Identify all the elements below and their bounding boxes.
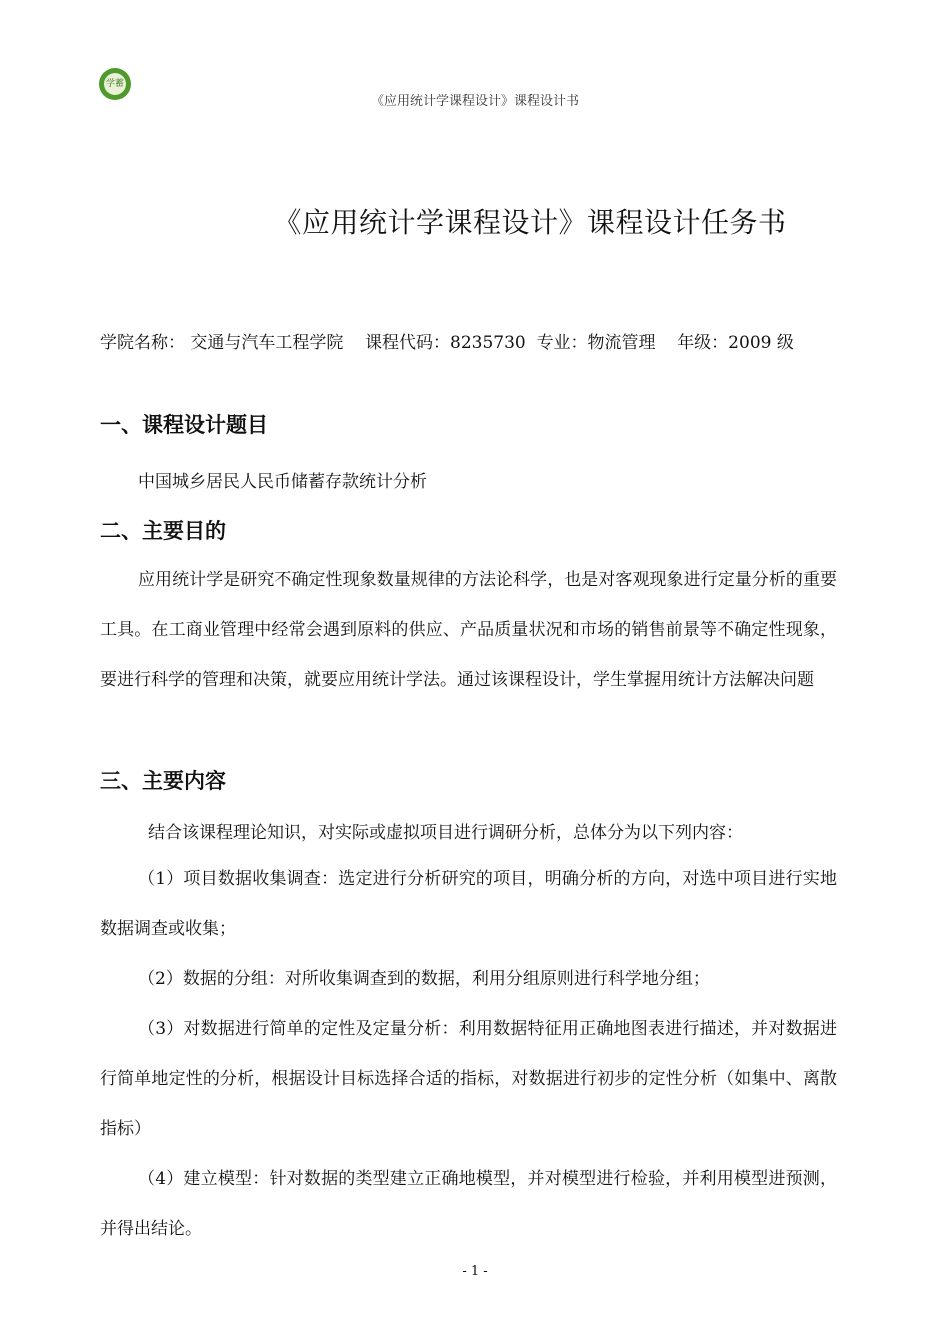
topic-text: 中国城乡居民人民币储蓄存款统计分析: [138, 472, 427, 492]
content-item-2: （2）数据的分组：对所收集调查到的数据，利用分组原则进行科学地分组；: [138, 969, 710, 989]
purpose-paragraph: 应用统计学是研究不确定性现象数量规律的方法论科学，也是对客观现象进行定量分析的重要工具。在工商业管理中经常会遇到原料的供应、产品质量状况和市场的销售前景等不确定性现象，要进行科学的管理和决策，就要应用统计学法。通过该课程设计，学生掌握用统计方法解决问题: [100, 570, 837, 690]
course-code: 课程代码：8235730: [365, 333, 526, 353]
grade: 年级：2009 级: [677, 333, 794, 353]
content-intro: 结合该课程理论知识，对实际或虚拟项目进行调研分析，总体分为以下列内容：: [148, 823, 743, 843]
logo-text: 学蓄: [106, 79, 125, 89]
college-name: 学院名称： 交通与汽车工程学院: [100, 333, 344, 353]
page-number: - 1 -: [462, 1264, 488, 1279]
running-header: 《应用统计学课程设计》课程设计书: [370, 94, 579, 109]
major: 专业：物流管理: [536, 333, 656, 353]
content-item-3: （3）对数据进行简单的定性及定量分析：利用数据特征用正确地图表进行描述，并对数据进行简单地定性的分析，根据设计目标选择合适的指标，对数据进行初步的定性分析（如集中、离散指标）: [100, 1019, 837, 1139]
course-info-line: [100, 328, 840, 353]
document-title: 《应用统计学课程设计》课程设计任务书: [273, 206, 787, 239]
section-heading-topic: 一、课程设计题目: [100, 413, 268, 437]
section-heading-purpose: 二、主要目的: [100, 519, 226, 543]
content-item-1: （1）项目数据收集调查：选定进行分析研究的项目，明确分析的方向，对选中项目进行实地数据调查或收集；: [100, 869, 837, 939]
section-heading-content: 三、主要内容: [100, 769, 226, 793]
content-item-4: （4）建立模型：针对数据的类型建立正确地模型，并对模型进行检验，并利用模型进预测，并得出结论。: [100, 1169, 837, 1239]
